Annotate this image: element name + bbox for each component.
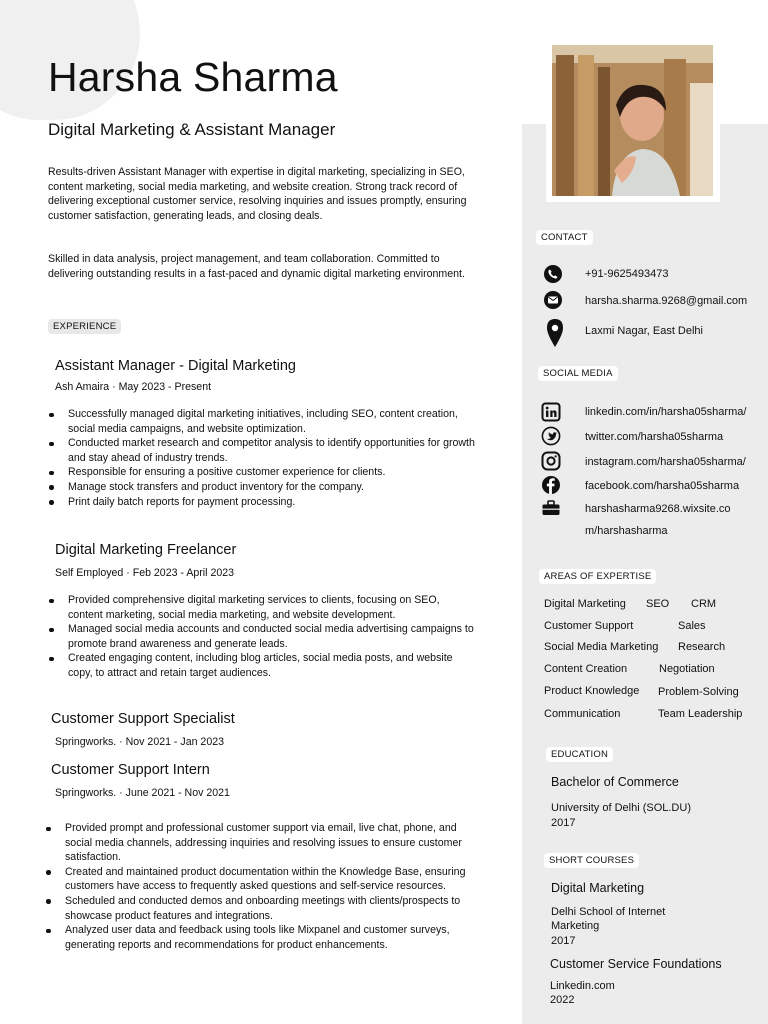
expertise-item: CRM	[691, 598, 717, 610]
job-bullets-2	[49, 593, 474, 681]
list-item: Managed social media accounts and conducted social media advertising campaigns to promote brand awareness and generate leads.	[49, 622, 474, 651]
expertise-heading: AREAS OF EXPERTISE	[539, 569, 656, 584]
social-linkedin[interactable]: linkedin.com/in/harsha05sharma/	[585, 406, 747, 418]
contact-heading: CONTACT	[536, 230, 593, 245]
course-1-org-line1: Delhi School of Internet	[551, 906, 666, 918]
expertise-item: Negotiation	[659, 663, 715, 675]
job-meta-2: Self Employed · Feb 2023 - April 2023	[55, 567, 235, 579]
job-meta-1: Ash Amaira · May 2023 - Present	[55, 381, 212, 393]
candidate-name: Harsha Sharma	[48, 54, 338, 100]
social-website-line2[interactable]: m/harshasharma	[585, 525, 668, 537]
job-bullets-4	[46, 821, 476, 952]
course-1-year: 2017	[551, 935, 576, 947]
list-item: Scheduled and conducted demos and onboarding meetings with clients/prospects to showcase product features and integrations.	[46, 894, 476, 923]
location-pin-icon	[545, 318, 565, 348]
facebook-icon	[541, 475, 561, 495]
job-meta-4: Springworks. · June 2021 - Nov 2021	[55, 787, 230, 799]
phone-icon	[543, 264, 563, 284]
social-instagram[interactable]: instagram.com/harsha05sharma/	[585, 456, 746, 468]
list-item: Responsible for ensuring a positive customer experience for clients.	[49, 465, 481, 480]
list-item: Created and maintained product documentation within the Knowledge Base, ensuring customers have access to frequently asked questions and self-service resources.	[46, 865, 476, 894]
job-title-4: Customer Support Intern	[51, 762, 210, 778]
education-school: University of Delhi (SOL.DU)	[551, 802, 691, 814]
list-item: Successfully managed digital marketing initiatives, including SEO, content creation, social media campaigns, and website optimization.	[49, 407, 481, 436]
list-item: Created engaging content, including blog articles, social media posts, and website copy, to attract and retain target audiences.	[49, 651, 474, 680]
education-year: 2017	[551, 817, 576, 829]
list-item: Conducted market research and competitor analysis to identify opportunities for growth and stay ahead of industry trends.	[49, 436, 481, 465]
expertise-item: Content Creation	[544, 663, 628, 675]
expertise-item: Communication	[544, 708, 621, 720]
course-2-year: 2022	[550, 994, 575, 1006]
expertise-item: Research	[678, 641, 726, 653]
contact-email[interactable]: harsha.sharma.9268@gmail.com	[585, 295, 748, 307]
expertise-item: SEO	[646, 598, 670, 610]
list-item: Manage stock transfers and product inventory for the company.	[49, 480, 481, 495]
expertise-item: Social Media Marketing	[544, 641, 659, 653]
job-bullets-1	[49, 407, 481, 509]
social-media-heading: SOCIAL MEDIA	[538, 366, 618, 381]
expertise-item: Product Knowledge	[544, 685, 640, 697]
list-item: Provided prompt and professional customer support via email, live chat, phone, and social media channels, addressing inquiries and resolving issues to ensure customer satisfaction.	[46, 821, 476, 865]
summary-paragraph-1: Results-driven Assistant Manager with expertise in digital marketing, specializing in SEO, content marketing, social media marketing, and website creation. Strong track record of delivering exceptional customer service, resolving inquiries and issues promptly, ensuring customer satisfaction, generating leads, and closing deals.	[48, 166, 467, 222]
social-website-line1[interactable]: harshasharma9268.wixsite.co	[585, 503, 731, 515]
linkedin-icon	[541, 402, 561, 422]
education-degree: Bachelor of Commerce	[551, 775, 679, 789]
profile-photo	[552, 45, 713, 196]
education-heading: EDUCATION	[546, 747, 613, 762]
contact-phone[interactable]: +91-9625493473	[585, 268, 669, 280]
course-1-org-line2: Marketing	[551, 920, 600, 932]
contact-location: Laxmi Nagar, East Delhi	[585, 325, 703, 337]
experience-heading: EXPERIENCE	[48, 319, 121, 334]
summary-paragraph-2: Skilled in data analysis, project management, and team collaboration. Committed to delivering outstanding results in a fast-paced and dynamic digital marketing environment.	[48, 253, 465, 280]
list-item: Print daily batch reports for payment processing.	[49, 495, 481, 510]
instagram-icon	[541, 451, 561, 471]
expertise-item: Team Leadership	[658, 708, 743, 720]
list-item: Provided comprehensive digital marketing services to clients, focusing on SEO, content marketing, social media marketing, and website development.	[49, 593, 474, 622]
job-title-3: Customer Support Specialist	[51, 711, 235, 727]
short-courses-heading: SHORT COURSES	[544, 853, 639, 868]
twitter-icon	[541, 426, 561, 446]
social-twitter[interactable]: twitter.com/harsha05sharma	[585, 431, 724, 443]
expertise-item: Sales	[678, 620, 706, 632]
expertise-item: Digital Marketing	[544, 598, 626, 610]
course-1-title: Digital Marketing	[551, 881, 645, 895]
course-2-org: Linkedin.com	[550, 980, 615, 992]
job-meta-3: Springworks. · Nov 2021 - Jan 2023	[55, 736, 224, 748]
social-facebook[interactable]: facebook.com/harsha05sharma	[585, 480, 740, 492]
email-icon	[543, 290, 563, 310]
briefcase-icon	[541, 498, 561, 518]
job-title-2: Digital Marketing Freelancer	[55, 542, 237, 558]
list-item: Analyzed user data and feedback using tools like Mixpanel and customer surveys, generating reports and recommendations for product enhancements.	[46, 923, 476, 952]
expertise-item: Problem-Solving	[658, 686, 739, 698]
candidate-role: Digital Marketing & Assistant Manager	[48, 120, 336, 139]
expertise-item: Customer Support	[544, 620, 634, 632]
course-2-title: Customer Service Foundations	[550, 957, 722, 971]
job-title-1: Assistant Manager - Digital Marketing	[55, 358, 296, 374]
